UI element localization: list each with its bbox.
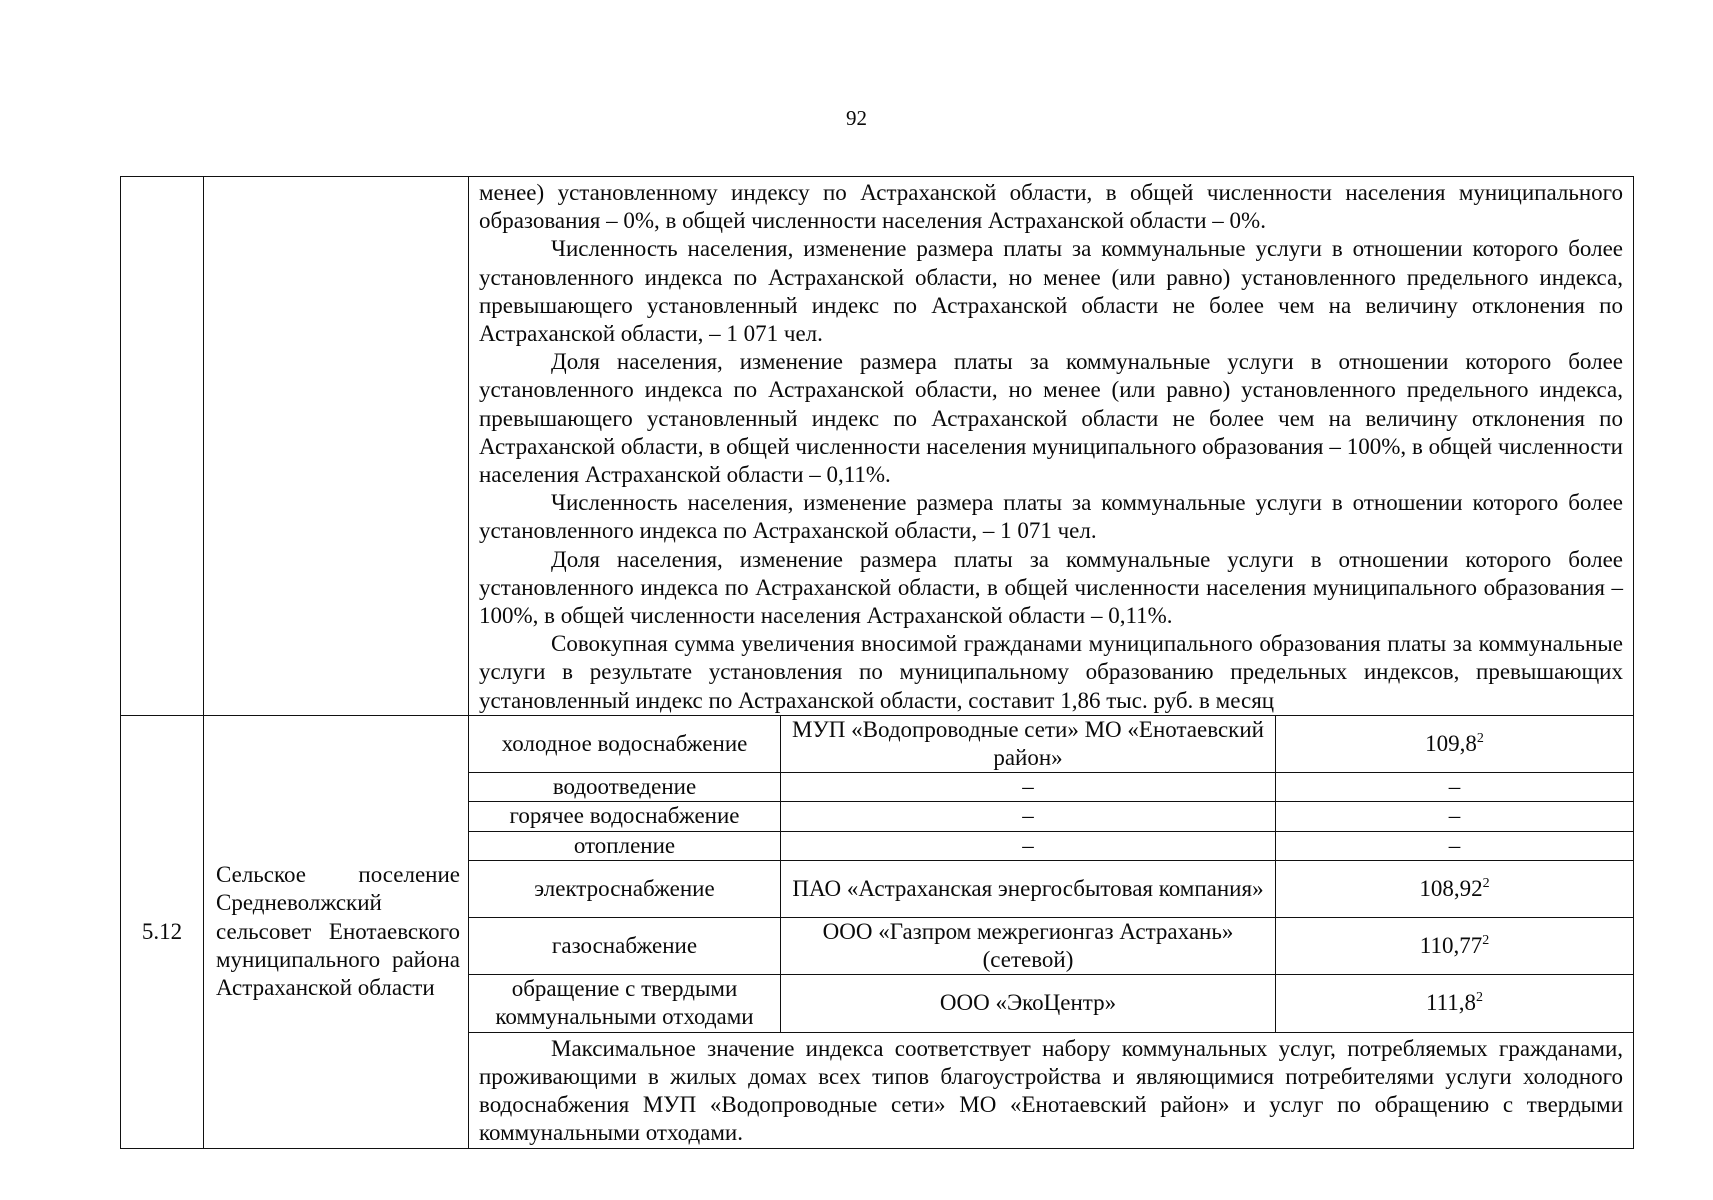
table-row bbox=[121, 715, 1634, 772]
paragraph: Численность населения, изменение размера платы за коммунальные услуги в отношении которого более установленного индекса по Астраханской области, но менее (или равно) установленного предельного индекса, превышающего установленный индекс по Астраханской области не более чем на величину отклонения по Астраханской области, – 1 071 чел. bbox=[479, 236, 1623, 347]
index-number: – bbox=[1448, 774, 1461, 800]
organization-name: МУП «Водопроводные сети» МО «Енотаевский район» bbox=[781, 715, 1276, 772]
section-name-cell bbox=[204, 715, 469, 1148]
index-number: 110,77 bbox=[1419, 932, 1483, 958]
note-text: Максимальное значение индекса соответствует набору коммунальных услуг, потребляемых гражданами, проживающими в жилых домах всех типов благоустройства и являющимися потребителями услуги холодного водоснабжения МУП «Водопроводные сети» МО «Енотаевский район» и услуг по обращению с твердыми коммунальными отходами. bbox=[479, 1035, 1623, 1146]
index-number: – bbox=[1448, 803, 1461, 829]
index-value bbox=[1276, 831, 1634, 860]
index-number: 108,92 bbox=[1419, 875, 1483, 901]
service-name: горячее водоснабжение bbox=[469, 802, 781, 831]
index-value bbox=[1276, 802, 1634, 831]
continuation-name-cell bbox=[204, 177, 469, 716]
index-value bbox=[1276, 917, 1634, 974]
organization-name: ПАО «Астраханская энергосбытовая компания» bbox=[781, 860, 1276, 917]
footnote-mark: 2 bbox=[1482, 932, 1490, 948]
continuation-number-cell bbox=[121, 177, 204, 716]
service-name: холодное водоснабжение bbox=[469, 715, 781, 772]
service-name: водоотведение bbox=[469, 773, 781, 802]
section-name: Сельское поселение Средневолжский сельсовет Енотаевского муниципального района Астраханской области bbox=[216, 862, 460, 1000]
index-value bbox=[1276, 975, 1634, 1032]
service-name: обращение с твердыми коммунальными отходами bbox=[469, 975, 781, 1032]
service-name: электроснабжение bbox=[469, 860, 781, 917]
footnote-mark: 2 bbox=[1476, 730, 1484, 746]
organization-name: ООО «Газпром межрегионгаз Астрахань» (сетевой) bbox=[781, 917, 1276, 974]
organization-name: – bbox=[781, 773, 1276, 802]
index-table bbox=[120, 176, 1634, 1149]
organization-name: – bbox=[781, 831, 1276, 860]
index-value bbox=[1276, 715, 1634, 772]
index-number: – bbox=[1448, 832, 1461, 858]
index-value bbox=[1276, 773, 1634, 802]
organization-name: ООО «ЭкоЦентр» bbox=[781, 975, 1276, 1032]
section-number: 5.12 bbox=[121, 715, 204, 1148]
index-value bbox=[1276, 860, 1634, 917]
paragraph: Численность населения, изменение размера платы за коммунальные услуги в отношении которого более установленного индекса по Астраханской области, – 1 071 чел. bbox=[479, 490, 1623, 544]
paragraph: Доля населения, изменение размера платы за коммунальные услуги в отношении которого более установленного индекса по Астраханской области, но менее (или равно) установленного предельного индекса, превышающего установленный индекс по Астраханской области не более чем на величину отклонения по Астраханской области, в общей численности населения муниципального образования – 100%, в общей численности населения Астраханской области – 0,11%. bbox=[479, 349, 1623, 488]
paragraph: менее) установленному индексу по Астраханской области, в общей численности населения муниципального образования – 0%, в общей численности населения Астраханской области – 0%. bbox=[479, 180, 1623, 234]
organization-name: – bbox=[781, 802, 1276, 831]
paragraph: Доля населения, изменение размера платы за коммунальные услуги в отношении которого более установленного индекса по Астраханской области, в общей численности населения муниципального образования – 100%, в общей численности населения Астраханской области – 0,11%. bbox=[479, 546, 1623, 629]
continuation-row bbox=[121, 177, 1634, 716]
note-cell bbox=[469, 1032, 1634, 1148]
paragraph: Совокупная сумма увеличения вносимой гражданами муниципального образования платы за коммунальные услуги в результате установления по муниципальному образованию предельных индексов, превышающих установленный индекс по Астраханской области, составит 1,86 тыс. руб. в месяц bbox=[479, 631, 1623, 713]
index-number: 111,8 bbox=[1425, 990, 1477, 1016]
service-name: газоснабжение bbox=[469, 917, 781, 974]
footnote-mark: 2 bbox=[1476, 990, 1484, 1006]
continuation-text-cell bbox=[469, 177, 1634, 716]
index-number: 109,8 bbox=[1425, 730, 1477, 756]
page-number: 92 bbox=[846, 106, 867, 130]
footnote-mark: 2 bbox=[1482, 875, 1490, 891]
service-name: отопление bbox=[469, 831, 781, 860]
